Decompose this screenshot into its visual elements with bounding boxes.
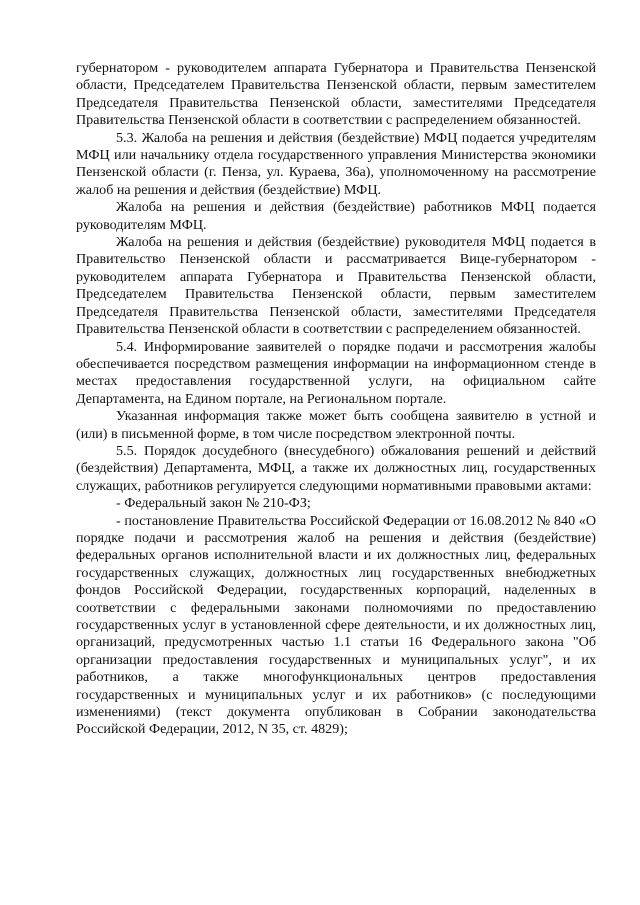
paragraph-5-3: 5.3. Жалоба на решения и действия (бездействие) МФЦ подается учредителям МФЦ или начальнику отдела государственного управления Министерства экономики Пензенской области (г. Пенза, ул. Кураева, 36а), уполномоченному на рассмотрение жалоб на решения и действия (бездействие) МФЦ. bbox=[76, 129, 596, 198]
paragraph-mfc-head: Жалоба на решения и действия (бездействие) руководителя МФЦ подается в Правительство Пензенской области и рассматривается Вице-губернатором - руководителем аппарата Губернатора и Правительства Пензенской области, Председателем Правительства Пензенской области, первым заместителем Председателя Правительства Пензенской области, заместителями Председателя Правительства Пензенской области в соответствии с распределением обязанностей. bbox=[76, 234, 596, 338]
document-page bbox=[76, 60, 596, 739]
list-item-government-decree: - постановление Правительства Российской Федерации от 16.08.2012 № 840 «О порядке подачи и рассмотрения жалоб на решения и действия (бездействие) федеральных органов исполнительной власти и их должностных лиц, федеральных государственных служащих, должностных лиц государственных внебюджетных фондов Российской Федерации, государственных корпораций, наделенных в соответствии с федеральными законами полномочиями по предоставлению государственных услуг в установленной сфере деятельности, и их должностных лиц, организаций, предусмотренных частью 1.1 статьи 16 Федерального закона "Об организации предоставления государственных и муниципальных услуг", и их работников, а также многофункциональных центров предоставления государственных и муниципальных услуг и их работников» (с последующими изменениями) (текст документа опубликован в Собрании законодательства Российской Федерации, 2012, N 35, ст. 4829); bbox=[76, 512, 596, 738]
paragraph-5-4: 5.4. Информирование заявителей о порядке подачи и рассмотрения жалобы обеспечивается посредством размещения информации на информационном стенде в местах предоставления государственной услуги, на официальном сайте Департамента, на Едином портале, на Региональном портале. bbox=[76, 338, 596, 407]
paragraph-5-5: 5.5. Порядок досудебного (внесудебного) обжалования решений и действий (бездействия) Департамента, МФЦ, а также их должностных лиц, государственных служащих, работников регулируется следующими нормативными правовыми актами: bbox=[76, 442, 596, 494]
paragraph-mfc-workers: Жалоба на решения и действия (бездействие) работников МФЦ подается руководителям МФЦ. bbox=[76, 199, 596, 233]
paragraph-continuation: губернатором - руководителем аппарата Губернатора и Правительства Пензенской области, Председателем Правительства Пензенской области, первым заместителем Председателя Правительства Пензенской области, заместителями Председателя Правительства Пензенской области в соответствии с распределением обязанностей. bbox=[76, 60, 596, 129]
paragraph-info-channels: Указанная информация также может быть сообщена заявителю в устной и (или) в письменной форме, в том числе посредством электронной почты. bbox=[76, 408, 596, 442]
list-item-federal-law: - Федеральный закон № 210-ФЗ; bbox=[116, 495, 311, 512]
